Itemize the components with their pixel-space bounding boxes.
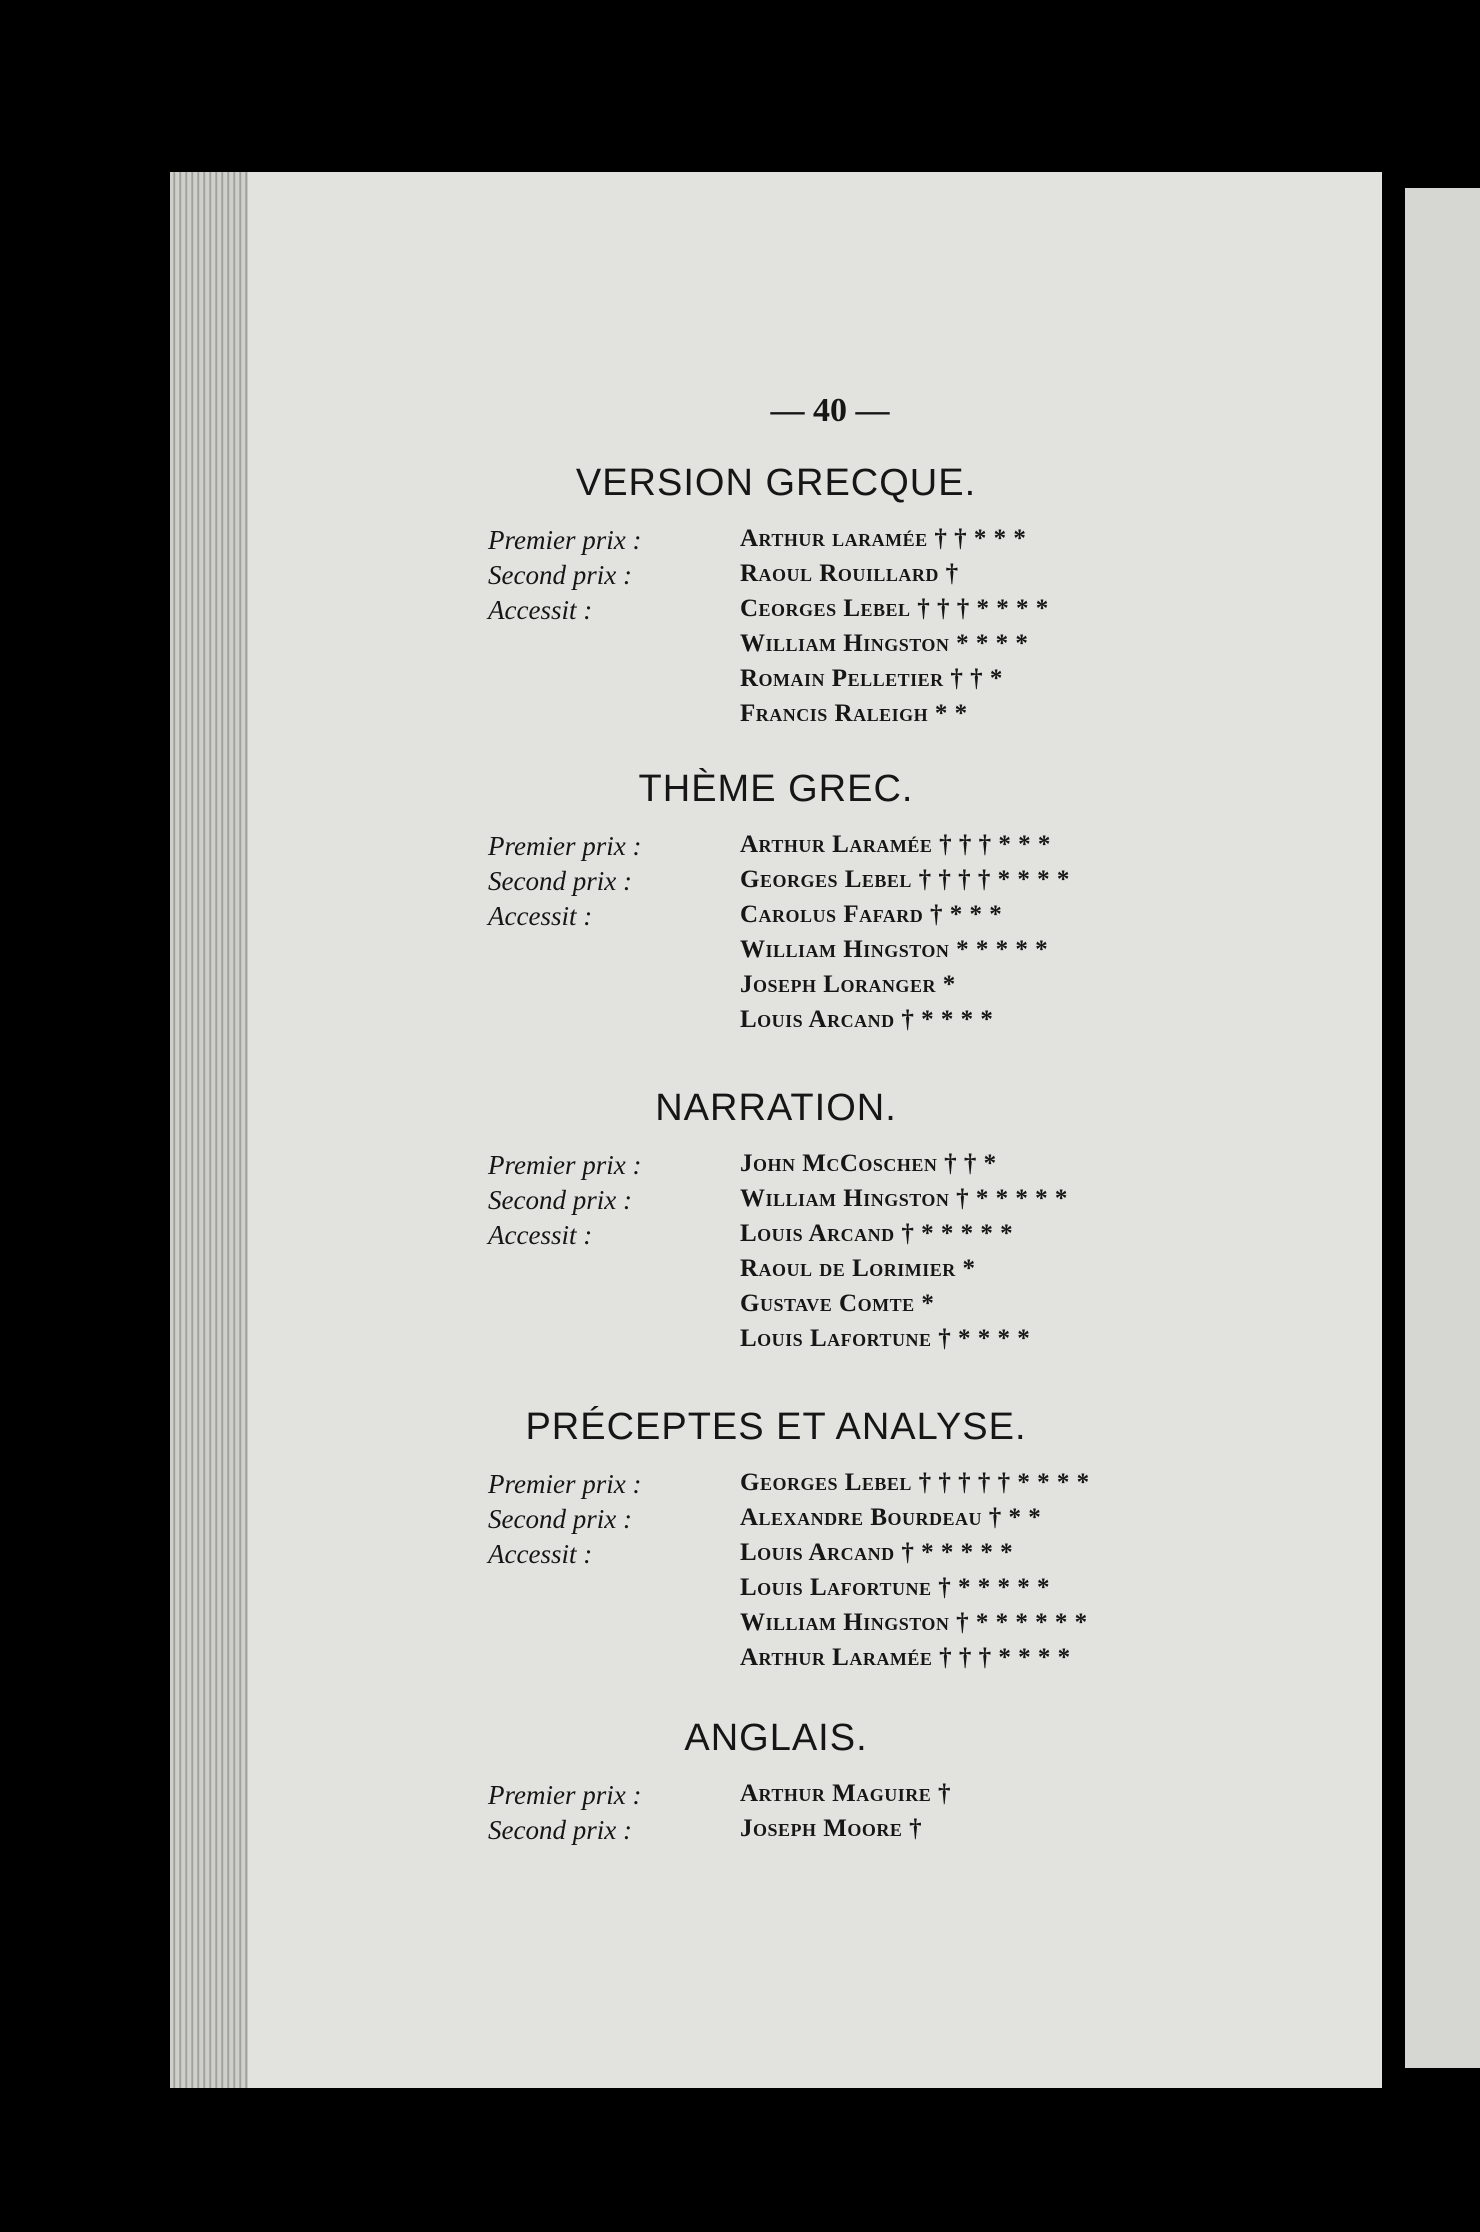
prize-label: Premier prix : (488, 831, 642, 861)
student-name: Carolus Fafard † * * * (740, 901, 1003, 928)
prize-entry (170, 560, 1382, 594)
student-name: Raoul de Lorimier * (740, 1255, 976, 1282)
document-page (170, 172, 1382, 2088)
prize-entry (170, 1609, 1382, 1643)
student-name: Georges Lebel † † † † † * * * * (740, 1469, 1090, 1496)
student-name: Alexandre Bourdeau † * * (740, 1504, 1042, 1531)
prize-label: Accessit : (488, 1220, 593, 1250)
section-title: NARRATION. (655, 1087, 897, 1129)
prize-entry (170, 1006, 1382, 1040)
prize-entry (170, 1469, 1382, 1503)
prize-entry (170, 1504, 1382, 1538)
prize-entry (170, 936, 1382, 970)
page-edges (170, 172, 248, 2088)
student-name: Arthur Laramée † † † * * * (740, 831, 1051, 858)
student-name: Joseph Loranger * (740, 971, 956, 998)
prize-label: Accessit : (488, 901, 593, 931)
student-name: Ceorges Lebel † † † * * * * (740, 595, 1049, 622)
section-title: THÈME GREC. (638, 768, 914, 810)
prize-label: Accessit : (488, 595, 593, 625)
student-name: Louis Lafortune † * * * * (740, 1325, 1031, 1352)
prize-entry (170, 831, 1382, 865)
prize-label: Second prix : (488, 560, 632, 590)
student-name: William Hingston * * * * (740, 630, 1029, 657)
student-name: Francis Raleigh * * (740, 700, 968, 727)
prize-entry (170, 1780, 1382, 1814)
prize-label: Second prix : (488, 1815, 632, 1845)
student-name: William Hingston * * * * * (740, 936, 1049, 963)
page-number: — 40 — (770, 392, 890, 429)
section-title: ANGLAIS. (684, 1717, 868, 1759)
prize-label: Second prix : (488, 866, 632, 896)
prize-entry (170, 1815, 1382, 1849)
prize-entry (170, 700, 1382, 734)
prize-label: Accessit : (488, 1539, 593, 1569)
section-title: PRÉCEPTES ET ANALYSE. (525, 1406, 1027, 1448)
prize-entry (170, 1185, 1382, 1219)
student-name: Louis Arcand † * * * * * (740, 1539, 1014, 1566)
prize-label: Premier prix : (488, 1469, 642, 1499)
prize-label: Premier prix : (488, 1150, 642, 1180)
student-name: Georges Lebel † † † † * * * * (740, 866, 1070, 893)
student-name: Joseph Moore † (740, 1815, 923, 1842)
student-name: Arthur laramée † † * * * (740, 525, 1027, 552)
prize-entry (170, 1644, 1382, 1678)
prize-label: Premier prix : (488, 1780, 642, 1810)
page-content (170, 172, 1382, 2088)
prize-entry (170, 1255, 1382, 1289)
prize-entry (170, 630, 1382, 664)
prize-entry (170, 971, 1382, 1005)
prize-entry (170, 901, 1382, 935)
student-name: William Hingston † * * * * * * (740, 1609, 1088, 1636)
prize-entry (170, 1325, 1382, 1359)
prize-entry (170, 595, 1382, 629)
prize-label: Second prix : (488, 1504, 632, 1534)
student-name: Louis Lafortune † * * * * * (740, 1574, 1050, 1601)
student-name: Gustave Comte * (740, 1290, 935, 1317)
student-name: John McCoschen † † * (740, 1150, 997, 1177)
prize-entry (170, 1574, 1382, 1608)
prize-entry (170, 1290, 1382, 1324)
facing-page-edge (1405, 188, 1480, 2068)
student-name: Louis Arcand † * * * * (740, 1006, 994, 1033)
student-name: Arthur Laramée † † † * * * * (740, 1644, 1071, 1671)
prize-entry (170, 866, 1382, 900)
prize-label: Second prix : (488, 1185, 632, 1215)
student-name: William Hingston † * * * * * (740, 1185, 1068, 1212)
prize-entry (170, 1220, 1382, 1254)
prize-entry (170, 1539, 1382, 1573)
student-name: Arthur Maguire † (740, 1780, 952, 1807)
section-title: VERSION GRECQUE. (575, 462, 977, 504)
student-name: Raoul Rouillard † (740, 560, 959, 587)
student-name: Louis Arcand † * * * * * (740, 1220, 1014, 1247)
prize-entry (170, 525, 1382, 559)
student-name: Romain Pelletier † † * (740, 665, 1003, 692)
prize-label: Premier prix : (488, 525, 642, 555)
prize-entry (170, 665, 1382, 699)
prize-entry (170, 1150, 1382, 1184)
